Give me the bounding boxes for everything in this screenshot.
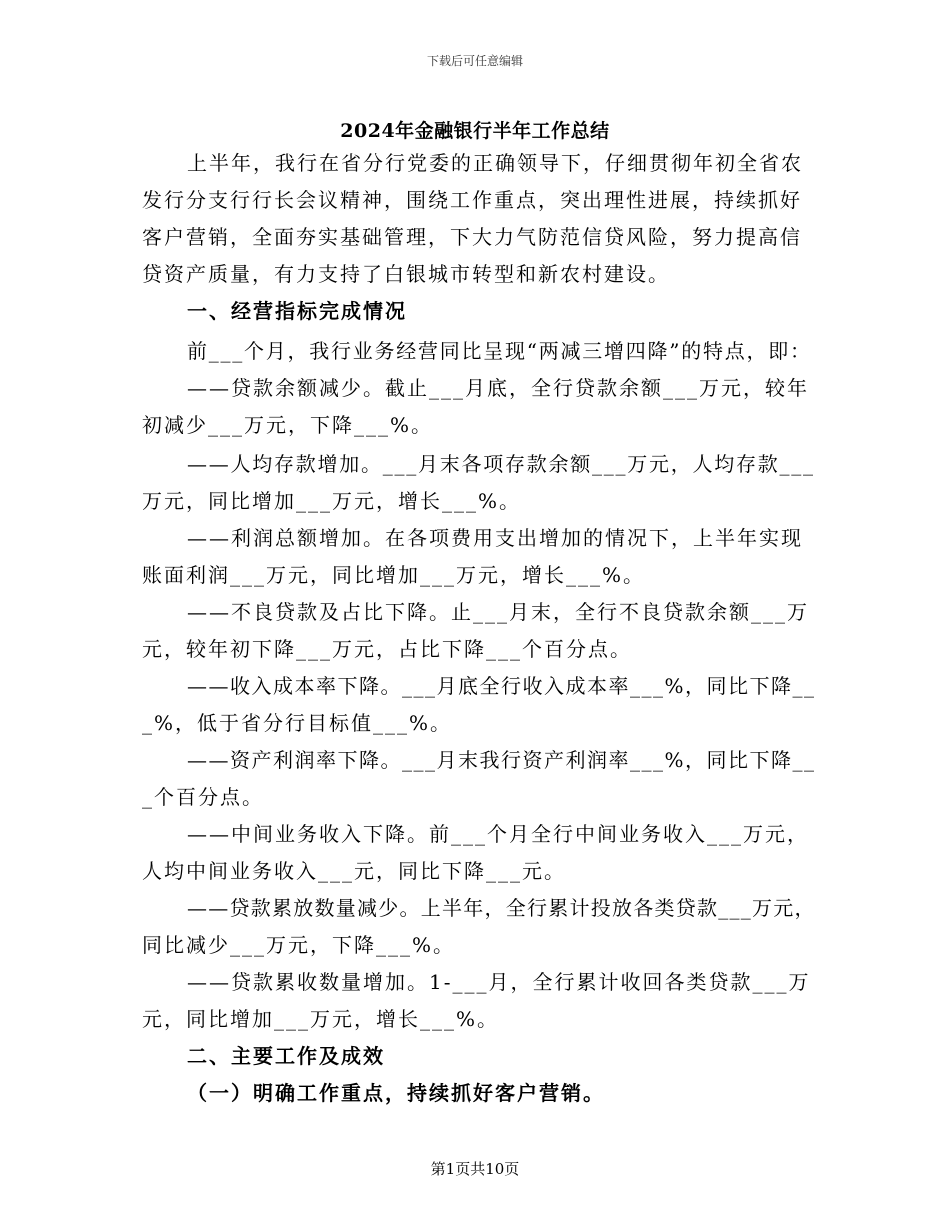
paragraph-line: ——不良贷款及占比下降。止___月末，全行不良贷款余额___万 (187, 600, 809, 624)
paragraph-line: 元，同比增加___万元，增长___%。 (142, 1007, 500, 1031)
paragraph-line: _个百分点。 (142, 785, 264, 809)
paragraph-line: _%，低于省分行目标值___%。 (142, 711, 453, 735)
paragraph-line: ——贷款余额减少。截止___月底，全行贷款余额___万元，较年 (187, 376, 809, 400)
paragraph-line: 前___个月，我行业务经营同比呈现“两减三增四降”的特点，即： (187, 339, 812, 363)
paragraph-line: ——贷款累放数量减少。上半年，全行累计投放各类贷款___万元， (187, 896, 816, 920)
paragraph-line: 初减少___万元，下降___%。 (142, 413, 434, 437)
paragraph-line: ——人均存款增加。___月末各项存款余额___万元，人均存款___ (187, 452, 815, 476)
paragraph-line: ——贷款累收数量增加。1-___月，全行累计收回各类贷款___万 (187, 970, 811, 994)
paragraph-line: 同比减少___万元，下降___%。 (142, 933, 456, 957)
paragraph-line: ——中间业务收入下降。前___个月全行中间业务收入___万元， (187, 822, 809, 846)
paragraph-line: 元，较年初下降___万元，占比下降___个百分点。 (142, 637, 632, 661)
paragraph-line: 发行分支行行长会议精神，围绕工作重点，突出理性进展，持续抓好 (142, 188, 802, 212)
subsection-heading: （一）明确工作重点，持续抓好客户营销。 (187, 1081, 605, 1105)
section-heading: 一、经营指标完成情况 (187, 299, 407, 323)
page-footer: 第1页共10页 (430, 1160, 520, 1178)
paragraph-line: ——利润总额增加。在各项费用支出增加的情况下，上半年实现 (187, 526, 803, 550)
paragraph-line: 贷资产质量，有力支持了白银城市转型和新农村建设。 (142, 262, 670, 286)
paragraph-line: ——收入成本率下降。___月底全行收入成本率___%，同比下降__ (187, 674, 816, 698)
page-header: 下载后可任意编辑 (426, 54, 523, 68)
paragraph-line: 人均中间业务收入___元，同比下降___元。 (142, 859, 566, 883)
paragraph-line: 账面利润___万元，同比增加___万元，增长___%。 (142, 563, 646, 587)
paragraph-line: ——资产利润率下降。___月末我行资产利润率___%，同比下降__ (187, 748, 816, 772)
document-title: 2024年金融银行半年工作总结 (340, 120, 610, 142)
paragraph-line: 上半年，我行在省分行党委的正确领导下，仔细贯彻年初全省农 (187, 151, 803, 175)
section-heading: 二、主要工作及成效 (187, 1044, 385, 1068)
paragraph-line: 万元，同比增加___万元，增长___%。 (142, 489, 522, 513)
paragraph-line: 客户营销，全面夯实基础管理，下大力气防范信贷风险，努力提高信 (142, 225, 802, 249)
